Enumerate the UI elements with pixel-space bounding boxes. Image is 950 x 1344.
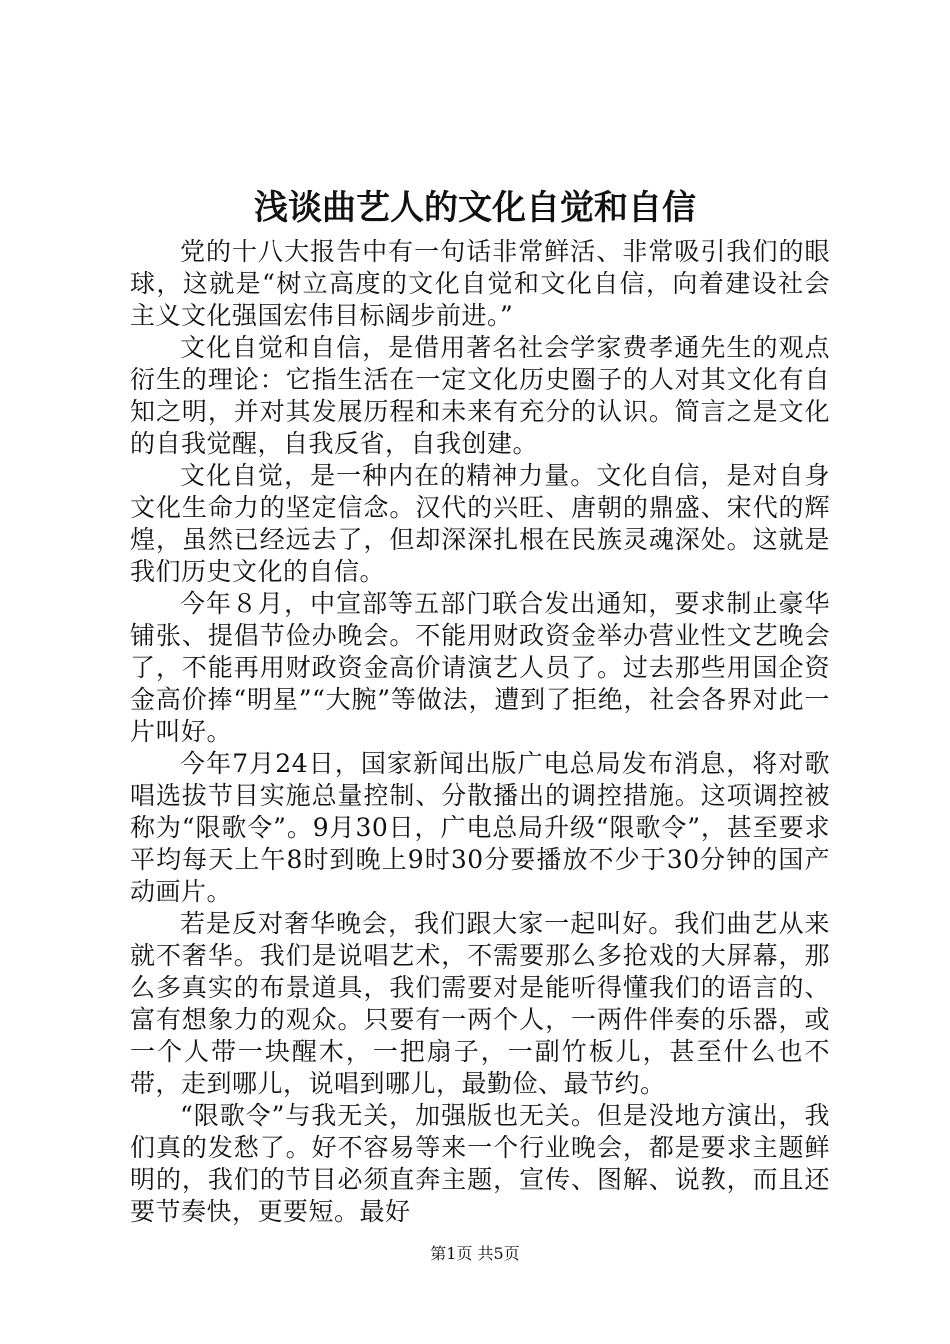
paragraph: “限歌令”与我无关，加强版也无关。但是没地方演出，我们真的发愁了。好不容易等来一个行业晚会，都是要求主题鲜明的，我们的节目必须直奔主题，宣传、图解、说教，而且还要节奏快，更要短。最好 xyxy=(130,1101,830,1226)
paragraph: 若是反对奢华晚会，我们跟大家一起叫好。我们曲艺从来就不奢华。我们是说唱艺术，不需要那么多抢戏的大屏幕，那么多真实的布景道具，我们需要对是能听得懂我们的语言的、富有想象力的观众。只要有一两个人，一两件伴奏的乐器，或一个人带一块醒木，一把扇子，一副竹板儿，甚至什么也不带，走到哪儿，说唱到哪儿，最勤俭、最节约。 xyxy=(130,909,830,1098)
paragraph: 文化自觉和自信，是借用著名社会学家费孝通先生的观点衍生的理论：它指生活在一定文化历史圈子的人对其文化有自知之明，并对其发展历程和未来有充分的认识。简言之是文化的自我觉醒，自我反省，自我创建。 xyxy=(130,333,830,458)
paragraph: 今年８月，中宣部等五部门联合发出通知，要求制止豪华铺张、提倡节俭办晚会。不能用财政资金举办营业性文艺晚会了，不能再用财政资金高价请演艺人员了。过去那些用国企资金高价捧“明星”“大腕”等做法，遭到了拒绝，社会各界对此一片叫好。 xyxy=(130,589,830,746)
page-number-footer: 第1页 共5页 xyxy=(430,1244,520,1263)
paragraph: 党的十八大报告中有一句话非常鲜活、非常吸引我们的眼球，这就是“树立高度的文化自觉和文化自信，向着建设社会主义文化强国宏伟目标阔步前进。” xyxy=(130,237,830,330)
paragraph: 今年7月24日，国家新闻出版广电总局发布消息，将对歌唱选拔节目实施总量控制、分散播出的调控措施。这项调控被称为“限歌令”。9月30日，广电总局升级“限歌令”，甚至要求平均每天上午8时到晚上9时30分要播放不少于30分钟的国产动画片。 xyxy=(130,749,830,906)
paragraph: 文化自觉，是一种内在的精神力量。文化自信，是对自身文化生命力的坚定信念。汉代的兴旺、唐朝的鼎盛、宋代的辉煌，虽然已经远去了，但却深深扎根在民族灵魂深处。这就是我们历史文化的自信。 xyxy=(130,461,830,586)
document-body xyxy=(130,236,830,1228)
document-title: 浅谈曲艺人的文化自觉和自信 xyxy=(254,188,696,228)
